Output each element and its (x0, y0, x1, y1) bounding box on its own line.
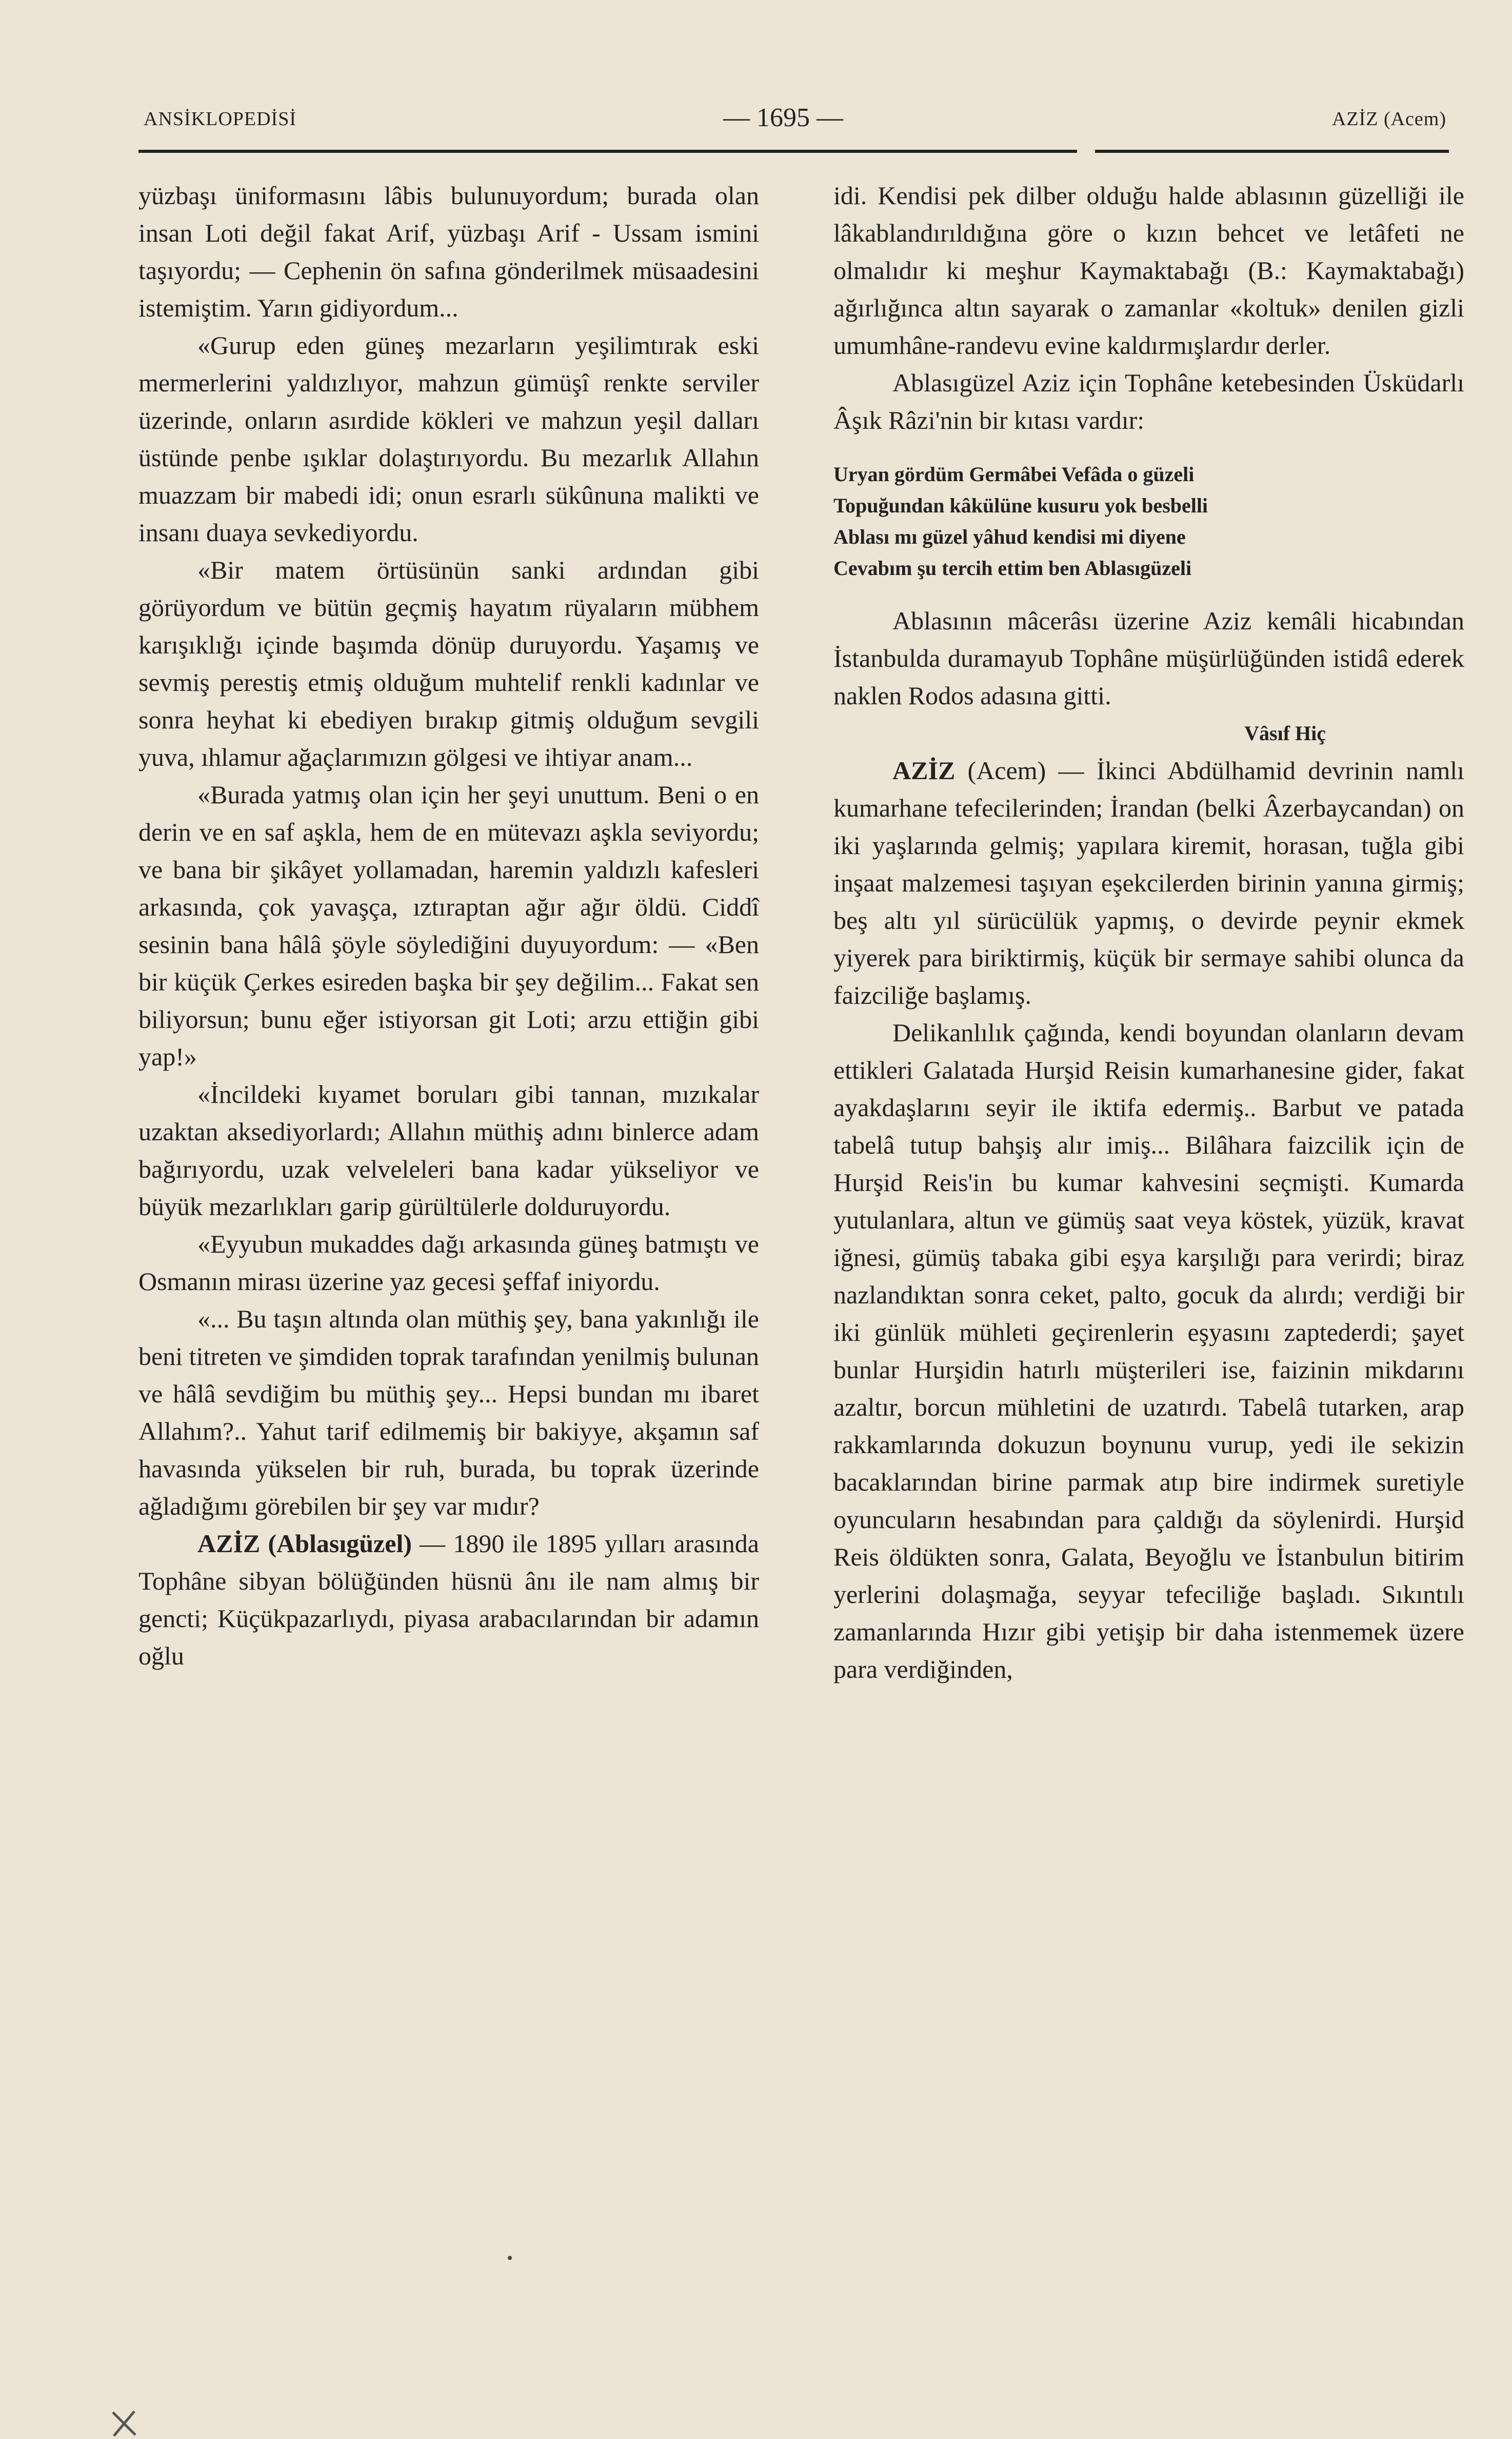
entry-headword-qualifier: (Acem) (955, 756, 1046, 785)
poem-line: Uryan gördüm Germâbei Vefâda o güzeli (833, 463, 1195, 486)
left-column (138, 177, 759, 1675)
page-header (144, 97, 1457, 144)
right-paragraph-2: Ablasıgüzel Aziz için Tophâne ketebesinden Üsküdarlı Âşık Râzi'nin bir kıtası vardır: (833, 368, 1464, 434)
poem-line: Cevabım şu tercih ettim ben Ablasıgüzeli (833, 557, 1192, 580)
entry-aziz-ablasiguzel (138, 1525, 759, 1675)
poem-line: Topuğundan kâkülüne kusuru yok besbelli (833, 494, 1208, 517)
right-column (833, 177, 1464, 1688)
author-signature: Vâsıf Hiç (1244, 722, 1326, 745)
left-paragraph-2: «Gurup eden güneş mezarların yeşilimtırak eski mermerlerini yaldızlıyor, mahzun gümüşî renkte serviler üzerinde, onların asırdide kökleri ve mahzun yeşil dalları üstünde penbe ışıklar dolaştırıyordu. Bu mezarlık Allahın muazzam bir mabedi idi; onun esrarlı sükûnuna malikti ve insanı duaya sevkediyordu. (138, 331, 759, 547)
entry-aziz-acem (833, 752, 1464, 1014)
header-right-title: AZİZ (Acem) (1331, 108, 1446, 130)
handwritten-x-mark (109, 2408, 140, 2439)
decorative-dot (508, 2256, 512, 2260)
right-paragraph-4: Delikanlılık çağında, kendi boyundan olanların devam ettikleri Galatada Hurşid Reisin kumarhanesine gider, fakat ayakdaşlarını seyir ile iktifa edermiş.. Barbut ve patada tabelâ tutup bahşiş alır imiş... Bilâhara faizcilik için de Hurşid Reis'in bu kumar kahvesini seçmişti. Kumarda yutulanlara, altun ve gümüş saat veya köstek, yüzük, kravat iğnesi, gümüş tabaka gibi eşya karşılığı para verirdi; biraz nazlandıktan sonra ceket, palto, gocuk da alırdı; verdiği bir iki günlük mühleti geçirenlerin eşyasını zaptederdi; şayet bunlar Hurşidin hatırlı müşterileri ise, faizinin mikdarını azaltır, borcun mühletini de uzatırdı. Tabelâ tutarken, arap rakkamlarında dokuzun boynunu vurup, yedi ile sekizin bacaklarından birine parmak atıp bire indirmek suretiyle oyuncuların hesabından para çaldığı da söylenirdi. Hurşid Reis öldükten sonra, Galata, Beyoğlu ve İstanbulun bitirim yerlerini dolaşmağa, seyyar tefeciliğe başladı. Sıkıntılı zamanlarında Hızır gibi yetişip bir daha istenmemek üzere para verdiğinden, (833, 1018, 1464, 1683)
left-paragraph-4: «Burada yatmış olan için her şeyi unuttum. Beni o en derin ve en saf aşkla, hem de en mütevazı aşkla seviyordu; ve bana bir şikâyet yollamadan, haremin yaldızlı kafesleri arkasında, çok yavaşça, ıztıraptan ağır ağır öldü. Ciddî sesinin bana hâlâ şöyle söylediğini duyuyordum: — «Ben bir küçük Çerkes esireden başka bir şey değilim... Fakat sen biliyorsun; bunu eğer istiyorsan git Loti; arzu ettiğin gibi yap!» (138, 780, 759, 1071)
entry-text: — İkinci Abdülhamid devrinin namlı kumarhane tefecilerinden; İrandan (belki Âzerbaycandan) on iki yaşlarında gelmiş; yapılara kiremit, horasan, tuğla gibi inşaat malzemesi taşıyan eşekcilerden birinin yanına girmiş; beş altı yıl sürücülük yapmış, o devirde peynir ekmek yiyerek para biriktirmiş, küçük bir sermaye sahibi olunca da faizciliğe başlamış. (833, 756, 1465, 1009)
left-paragraph-7: «... Bu taşın altında olan müthiş şey, bana yakınlığı ile beni titreten ve şimdiden toprak tarafından yenilmiş bulunan ve hâlâ sevdiğim bu müthiş şey... Hepsi bundan mı ibaret Allahım?.. Yahut tarif edilmemiş bir bakiyye, akşamın saf havasında yükselen bir ruh, burada, bu toprak üzerinde ağladığımı görebilen bir şey var mıdır? (138, 1304, 759, 1520)
right-paragraph-1: idi. Kendisi pek dilber olduğu halde ablasının güzelliği ile lâkablandırıldığına göre o kızın behcet ve letâfeti ne olmalıdır ki meşhur Kaymaktabağı (B.: Kaymaktabağı) ağırlığınca altın sayarak o zamanlar «koltuk» denilen gizli umumhâne-randevu evine kaldırmışlardır derler. (833, 181, 1464, 360)
left-paragraph-3: «Bir matem örtüsünün sanki ardından gibi görüyordum ve bütün geçmiş hayatım rüyaların mübhem karışıklığı içinde başımda dönüp duruyordu. Yaşamış ve sevmiş perestiş etmiş olduğum muhtelif renkli kadınlar ve sonra heyhat ki ebediyen bırakıp gitmiş olduğum sevgili yuva, ıhlamur ağaçlarımızın gölgesi ve ihtiyar anam... (138, 556, 759, 771)
page-number: — 1695 — (723, 103, 843, 132)
right-paragraph-3: Ablasının mâcerâsı üzerine Aziz kemâli hicabından İstanbulda duramayub Tophâne müşürlüğünden istidâ ederek naklen Rodos adasına gitti. (833, 606, 1464, 710)
left-paragraph-6: «Eyyubun mukaddes dağı arkasında güneş batmıştı ve Osmanın mirası üzerine yaz gecesi şeffaf iniyordu. (138, 1230, 759, 1296)
entry-headword: AZİZ (892, 756, 956, 785)
header-rule-left (138, 150, 1077, 153)
poem-quatrain (833, 459, 1464, 584)
poem-line: Ablası mı güzel yâhud kendisi mi diyene (833, 525, 1186, 548)
header-rule-right (1095, 150, 1449, 153)
left-paragraph-5: «İncildeki kıyamet boruları gibi tannan, mızıkalar uzaktan aksediyorlardı; Allahın müthiş adını binlerce adam bağırıyordu, uzak velveleleri bana kadar yükseliyor ve büyük mezarlıkları garip gürültülerle dolduruyordu. (138, 1080, 759, 1221)
header-left-title: ANSİKLOPEDİSİ (144, 108, 296, 130)
entry-headword: AZİZ (Ablasıgüzel) (197, 1529, 412, 1558)
entry-text: — 1890 ile 1895 yılları arasında Tophâne sibyan bölüğünden hüsnü ânı ile nam almış bir gencti; Küçükpazarlıydı, piyasa arabacılarından bir adamın oğlu (138, 1529, 759, 1670)
left-paragraph-1: yüzbaşı üniformasını lâbis bulunuyordum; burada olan insan Loti değil fakat Arif, yüzbaşı Arif - Ussam ismini taşıyordu; — Cephenin ön safına gönderilmek müsaadesini istemiştim. Yarın gidiyordum... (138, 181, 759, 322)
